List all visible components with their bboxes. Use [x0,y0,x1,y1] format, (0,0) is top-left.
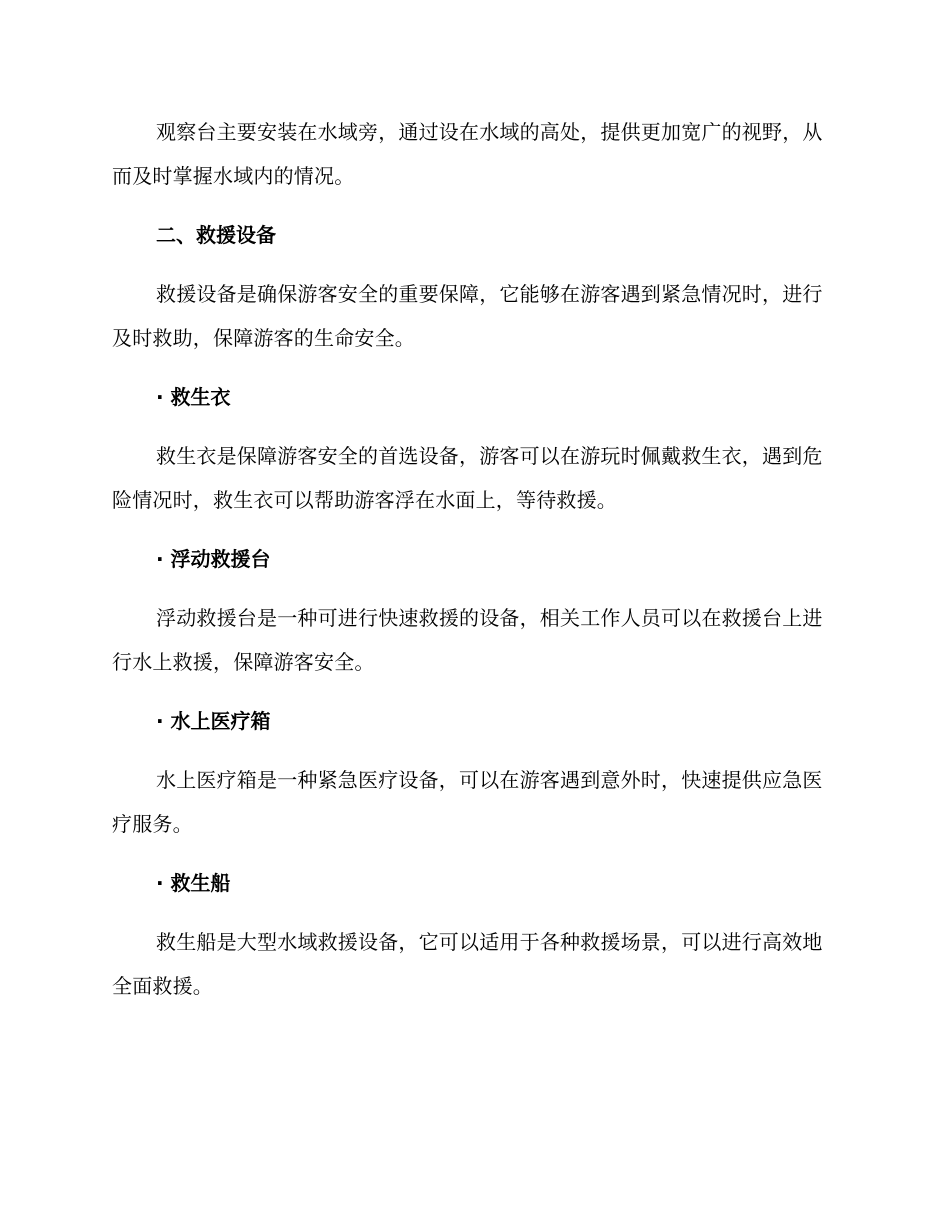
item-body-medical-kit: 水上医疗箱是一种紧急医疗设备，可以在游客遇到意外时，快速提供应急医疗服务。 [112,768,823,836]
item-heading-lifeboat: · 救生船 [156,871,231,895]
observation-paragraph: 观察台主要安装在水域旁，通过设在水域的高处，提供更加宽广的视野，从而及时掌握水域内的情况。 [112,120,823,188]
item-body-lifeboat: 救生船是大型水域救援设备，它可以适用于各种救援场景，可以进行高效地全面救援。 [112,930,823,998]
document-body [112,110,832,1023]
item-body-floating-platform: 浮动救援台是一种可进行快速救援的设备，相关工作人员可以在救援台上进行水上救援，保障游客安全。 [112,606,823,674]
item-heading-floating-platform: · 浮动救援台 [156,547,271,571]
section-title: 二、救援设备 [156,223,276,247]
item-heading-medical-kit: · 水上医疗箱 [156,709,271,733]
item-body-life-jacket: 救生衣是保障游客安全的首选设备，游客可以在游玩时佩戴救生衣，遇到危险情况时，救生衣可以帮助游客浮在水面上，等待救援。 [112,444,823,512]
item-heading-life-jacket: · 救生衣 [156,385,231,409]
intro-paragraph: 救援设备是确保游客安全的重要保障，它能够在游客遇到紧急情况时，进行及时救助，保障游客的生命安全。 [112,282,823,350]
